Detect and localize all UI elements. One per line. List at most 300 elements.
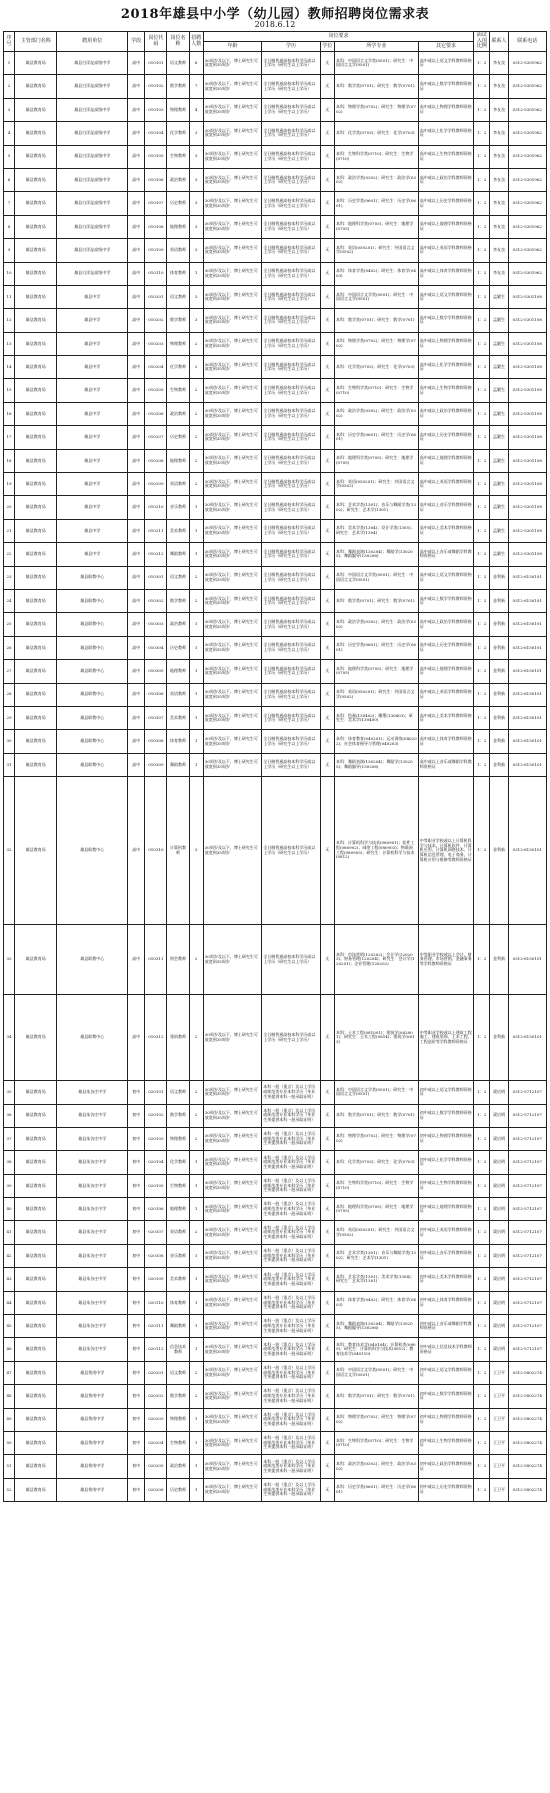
cell-phone: 0312-5301108 <box>508 402 546 425</box>
cell-unit: 雄县白洋淀高级中学 <box>57 122 128 145</box>
cell-major: 本科：政治学类(0302)；研究生：政治学(0302) <box>334 168 418 191</box>
cell-major: 本科：中国语言文学类(0501)；研究生：中国语言文学(0501) <box>334 1081 418 1104</box>
cell-no: 45 <box>4 1315 15 1338</box>
cell-code: 010201 <box>145 285 167 308</box>
cell-count: 1 <box>189 519 203 542</box>
cell-code: 010110 <box>145 262 167 285</box>
cell-dept: 雄县教育局 <box>15 589 57 612</box>
cell-post: 体育教师 <box>167 262 189 285</box>
cell-age: 30周岁及以下，博士研究生可放宽到35周岁 <box>203 496 262 519</box>
cell-ratio: 1：2 <box>474 1081 490 1104</box>
cell-no: 20 <box>4 496 15 519</box>
cell-ratio: 1：2 <box>474 449 490 472</box>
cell-phone: 0312-6150101 <box>508 753 546 776</box>
cell-contact: 梁启明 <box>490 1104 508 1127</box>
cell-code: 010304 <box>145 636 167 659</box>
cell-dept: 雄县教育局 <box>15 75 57 98</box>
table-row <box>4 519 547 542</box>
table-row <box>4 660 547 683</box>
cell-unit: 雄县白洋淀高级中学 <box>57 52 128 75</box>
table-row <box>4 995 547 1081</box>
cell-code: 020202 <box>145 1385 167 1408</box>
cell-unit: 雄县朱各庄中学 <box>57 1315 128 1338</box>
cell-dept: 雄县教育局 <box>15 566 57 589</box>
table-row <box>4 1174 547 1197</box>
cell-unit: 雄县昝岗中学 <box>57 1478 128 1501</box>
cell-phone: 0312-5301962 <box>508 75 546 98</box>
cell-edu: 全日制普通高校本科学历或以上学历（研究生以上学历） <box>262 52 321 75</box>
cell-dept: 雄县教育局 <box>15 683 57 706</box>
table-row <box>4 1431 547 1454</box>
cell-age: 30周岁及以下，博士研究生可放宽到35周岁 <box>203 683 262 706</box>
cell-no: 52 <box>4 1478 15 1501</box>
cell-unit: 雄县昝岗中学 <box>57 1361 128 1384</box>
cell-post: 语文教师 <box>167 52 189 75</box>
cell-edu: 本科一批（重点）及以上学历或师范类专业本科学历（毕业生须提供本科一批录取证明） <box>262 1385 321 1408</box>
cell-age: 30周岁及以下，博士研究生可放宽到35周岁 <box>203 473 262 496</box>
cell-unit: 雄县职教中心 <box>57 613 128 636</box>
cell-code: 010303 <box>145 613 167 636</box>
table-row <box>4 543 547 566</box>
cell-code: 010102 <box>145 75 167 98</box>
cell-count: 2 <box>189 589 203 612</box>
cell-major: 本科：舞蹈表演(130204)；舞蹈学(130205)；舞蹈编导(130206) <box>334 753 418 776</box>
cell-contact: 梁启明 <box>490 1198 508 1221</box>
cell-other: 高中或以上物理学科教师资格证 <box>418 332 474 355</box>
cell-no: 10 <box>4 262 15 285</box>
cell-contact: 王卫平 <box>490 1478 508 1501</box>
cell-post: 历史教师 <box>167 1478 189 1501</box>
cell-code: 020112 <box>145 1338 167 1361</box>
cell-age: 30周岁及以下，博士研究生可放宽到35周岁 <box>203 1361 262 1384</box>
cell-ratio: 1：2 <box>474 168 490 191</box>
cell-ratio: 1：2 <box>474 356 490 379</box>
cell-age: 30周岁及以下，博士研究生可放宽到35周岁 <box>203 1291 262 1314</box>
cell-level: 高中 <box>128 925 145 995</box>
cell-level: 高中 <box>128 753 145 776</box>
cell-contact: 李友良 <box>490 192 508 215</box>
cell-dept: 雄县教育局 <box>15 426 57 449</box>
cell-major: 本科：地理科学类(0705)；研究生：地理学(0705) <box>334 1198 418 1221</box>
cell-dept: 雄县教育局 <box>15 1338 57 1361</box>
table-row <box>4 753 547 776</box>
cell-level: 高中 <box>128 636 145 659</box>
cell-post: 信息技术教师 <box>167 1338 189 1361</box>
cell-code: 020101 <box>145 1081 167 1104</box>
cell-other: 初中或以上物理学科教师资格证 <box>418 1127 474 1150</box>
cell-age: 30周岁及以下，博士研究生可放宽到35周岁 <box>203 543 262 566</box>
cell-count: 1 <box>189 706 203 729</box>
cell-level: 高中 <box>128 543 145 566</box>
cell-phone: 0312-5802274 <box>508 1408 546 1431</box>
cell-age: 30周岁及以下，博士研究生可放宽到35周岁 <box>203 1081 262 1104</box>
cell-contact: 金利新 <box>490 589 508 612</box>
cell-unit: 雄县中学 <box>57 543 128 566</box>
cell-code: 010209 <box>145 473 167 496</box>
table-row <box>4 1291 547 1314</box>
table-row <box>4 285 547 308</box>
cell-ratio: 1：2 <box>474 75 490 98</box>
cell-ratio: 1：2 <box>474 192 490 215</box>
cell-contact: 梁启明 <box>490 1291 508 1314</box>
col-header-phone: 联系电话 <box>508 32 546 52</box>
cell-other: 高中或以上生物学科教师资格证 <box>418 379 474 402</box>
cell-post: 英语教师 <box>167 473 189 496</box>
cell-edu: 全日制普通高校本科学历或以上学历（研究生以上学历） <box>262 98 321 121</box>
cell-post: 财会教师 <box>167 925 189 995</box>
col-header-code: 岗位代码 <box>145 32 167 52</box>
table-row <box>4 1127 547 1150</box>
cell-ratio: 1：2 <box>474 52 490 75</box>
cell-dept: 雄县教育局 <box>15 215 57 238</box>
cell-edu: 全日制普通高校本科学历或以上学历（研究生以上学历） <box>262 995 321 1081</box>
table-row <box>4 192 547 215</box>
cell-level: 初中 <box>128 1221 145 1244</box>
cell-unit: 雄县中学 <box>57 285 128 308</box>
table-row <box>4 52 547 75</box>
cell-count: 2 <box>189 449 203 472</box>
cell-degree: 无 <box>320 1244 334 1267</box>
cell-other: 高中或以上化学学科教师资格证 <box>418 356 474 379</box>
cell-code: 020102 <box>145 1104 167 1127</box>
cell-major: 本科：政治学类(0302)；研究生：政治学(0302) <box>334 402 418 425</box>
cell-unit: 雄县白洋淀高级中学 <box>57 145 128 168</box>
cell-degree: 无 <box>320 145 334 168</box>
cell-code: 010302 <box>145 589 167 612</box>
cell-code: 010301 <box>145 566 167 589</box>
cell-unit: 雄县白洋淀高级中学 <box>57 98 128 121</box>
cell-age: 30周岁及以下，博士研究生可放宽到35周岁 <box>203 1478 262 1501</box>
cell-post: 数学教师 <box>167 589 189 612</box>
cell-dept: 雄县教育局 <box>15 1385 57 1408</box>
cell-ratio: 1：2 <box>474 1221 490 1244</box>
cell-degree: 无 <box>320 168 334 191</box>
cell-edu: 全日制普通高校本科学历或以上学历（研究生以上学历） <box>262 496 321 519</box>
cell-degree: 无 <box>320 239 334 262</box>
cell-no: 28 <box>4 683 15 706</box>
cell-code: 020105 <box>145 1174 167 1197</box>
cell-phone: 0312-5802274 <box>508 1385 546 1408</box>
cell-no: 44 <box>4 1291 15 1314</box>
cell-ratio: 1：2 <box>474 995 490 1081</box>
cell-no: 22 <box>4 543 15 566</box>
cell-degree: 无 <box>320 98 334 121</box>
cell-ratio: 1：2 <box>474 98 490 121</box>
cell-degree: 无 <box>320 1431 334 1454</box>
cell-contact: 王卫平 <box>490 1361 508 1384</box>
cell-contact: 梁启明 <box>490 1315 508 1338</box>
cell-unit: 雄县中学 <box>57 496 128 519</box>
cell-no: 7 <box>4 192 15 215</box>
cell-no: 25 <box>4 613 15 636</box>
cell-ratio: 1：2 <box>474 1244 490 1267</box>
cell-no: 38 <box>4 1151 15 1174</box>
cell-age: 30周岁及以下，博士研究生可放宽到35周岁 <box>203 426 262 449</box>
cell-age: 30周岁及以下，博士研究生可放宽到35周岁 <box>203 168 262 191</box>
cell-age: 30周岁及以下，博士研究生可放宽到35周岁 <box>203 1385 262 1408</box>
cell-post: 数学教师 <box>167 309 189 332</box>
cell-phone: 0312-6150101 <box>508 613 546 636</box>
cell-major: 本科：舞蹈表演(130204)；舞蹈学(130205)；舞蹈编导(130206) <box>334 1315 418 1338</box>
cell-phone: 0312-5301962 <box>508 98 546 121</box>
cell-count: 1 <box>189 543 203 566</box>
cell-other: 初中或以上音乐或舞蹈学科教师资格证 <box>418 1315 474 1338</box>
cell-contact: 梁启明 <box>490 1174 508 1197</box>
cell-degree: 无 <box>320 402 334 425</box>
cell-post: 化学教师 <box>167 1151 189 1174</box>
cell-count: 1 <box>189 753 203 776</box>
cell-phone: 0312-5712107 <box>508 1244 546 1267</box>
cell-major: 本科：生物科学类(0710)；研究生：生物学(0710) <box>334 145 418 168</box>
cell-ratio: 1：2 <box>474 402 490 425</box>
cell-post: 生物教师 <box>167 145 189 168</box>
cell-degree: 无 <box>320 1127 334 1150</box>
cell-code: 020109 <box>145 1268 167 1291</box>
cell-other: 高中或以上政治学科教师资格证 <box>418 613 474 636</box>
cell-phone: 0312-6150101 <box>508 589 546 612</box>
table-row <box>4 168 547 191</box>
cell-post: 物理教师 <box>167 1408 189 1431</box>
cell-no: 8 <box>4 215 15 238</box>
cell-phone: 0312-5712107 <box>508 1151 546 1174</box>
cell-other: 初中或以上音乐学科教师资格证 <box>418 1244 474 1267</box>
cell-no: 2 <box>4 75 15 98</box>
cell-dept: 雄县教育局 <box>15 332 57 355</box>
cell-post: 化学教师 <box>167 122 189 145</box>
table-row <box>4 1104 547 1127</box>
cell-contact: 王卫平 <box>490 1408 508 1431</box>
cell-age: 30周岁及以下，博士研究生可放宽到35周岁 <box>203 660 262 683</box>
cell-dept: 雄县教育局 <box>15 449 57 472</box>
cell-other: 中等职业学校或以上会计、财务管理、市场营销、金融事务等学科教师资格证 <box>418 925 474 995</box>
cell-phone: 0312-5712107 <box>508 1338 546 1361</box>
cell-count: 2 <box>189 995 203 1081</box>
cell-degree: 无 <box>320 995 334 1081</box>
cell-contact: 金利新 <box>490 753 508 776</box>
cell-no: 6 <box>4 168 15 191</box>
cell-level: 高中 <box>128 239 145 262</box>
cell-edu: 全日制普通高校本科学历或以上学历（研究生以上学历） <box>262 473 321 496</box>
cell-major: 本科：体育教育(040201)；运动训练(040202)；社会体育指导与管理(040203) <box>334 730 418 753</box>
cell-ratio: 1：2 <box>474 215 490 238</box>
cell-contact: 孟繁生 <box>490 332 508 355</box>
cell-contact: 孟繁生 <box>490 426 508 449</box>
cell-ratio: 1：2 <box>474 683 490 706</box>
cell-post: 语文教师 <box>167 1081 189 1104</box>
cell-degree: 无 <box>320 1198 334 1221</box>
cell-edu: 本科一批（重点）及以上学历或师范类专业本科学历（毕业生须提供本科一批录取证明） <box>262 1291 321 1314</box>
cell-ratio: 1：2 <box>474 706 490 729</box>
cell-edu: 本科一批（重点）及以上学历或师范类专业本科学历（毕业生须提供本科一批录取证明） <box>262 1174 321 1197</box>
cell-ratio: 1：2 <box>474 309 490 332</box>
cell-age: 30周岁及以下，博士研究生可放宽到35周岁 <box>203 1268 262 1291</box>
cell-contact: 李友良 <box>490 215 508 238</box>
cell-level: 初中 <box>128 1385 145 1408</box>
cell-dept: 雄县教育局 <box>15 52 57 75</box>
col-header-other: 其它要求 <box>418 42 474 52</box>
cell-edu: 全日制普通高校本科学历或以上学历（研究生以上学历） <box>262 925 321 995</box>
cell-contact: 梁启明 <box>490 1081 508 1104</box>
table-row <box>4 589 547 612</box>
cell-degree: 无 <box>320 332 334 355</box>
cell-age: 30周岁及以下，博士研究生可放宽到35周岁 <box>203 1151 262 1174</box>
cell-degree: 无 <box>320 1408 334 1431</box>
cell-count: 1 <box>189 1455 203 1478</box>
cell-code: 020111 <box>145 1315 167 1338</box>
cell-count: 1 <box>189 1291 203 1314</box>
cell-post: 舞蹈教师 <box>167 543 189 566</box>
cell-edu: 全日制普通高校本科学历或以上学历（研究生以上学历） <box>262 122 321 145</box>
cell-unit: 雄县职教中心 <box>57 660 128 683</box>
cell-phone: 0312-5301108 <box>508 309 546 332</box>
cell-code: 010311 <box>145 925 167 995</box>
cell-other: 初中或以上体育学科教师资格证 <box>418 1291 474 1314</box>
cell-age: 30周岁及以下，博士研究生可放宽到35周岁 <box>203 925 262 995</box>
cell-degree: 无 <box>320 75 334 98</box>
cell-unit: 雄县中学 <box>57 379 128 402</box>
cell-phone: 0312-6150101 <box>508 925 546 995</box>
cell-phone: 0312-6150101 <box>508 660 546 683</box>
cell-major: 本科：绘画(130402)；雕塑(130403)；研究生：美术学(130400) <box>334 706 418 729</box>
cell-age: 30周岁及以下，博士研究生可放宽到35周岁 <box>203 777 262 925</box>
cell-no: 5 <box>4 145 15 168</box>
cell-post: 音乐教师 <box>167 1244 189 1267</box>
cell-age: 30周岁及以下，博士研究生可放宽到35周岁 <box>203 239 262 262</box>
cell-phone: 0312-5712107 <box>508 1127 546 1150</box>
cell-degree: 无 <box>320 1338 334 1361</box>
cell-post: 物理教师 <box>167 1127 189 1150</box>
cell-edu: 本科一批（重点）及以上学历或师范类专业本科学历（毕业生须提供本科一批录取证明） <box>262 1268 321 1291</box>
cell-level: 高中 <box>128 309 145 332</box>
cell-count: 3 <box>189 239 203 262</box>
cell-unit: 雄县职教中心 <box>57 636 128 659</box>
cell-unit: 雄县中学 <box>57 402 128 425</box>
cell-other: 高中或以上化学学科教师资格证 <box>418 122 474 145</box>
cell-edu: 全日制普通高校本科学历或以上学历（研究生以上学历） <box>262 730 321 753</box>
cell-contact: 金利新 <box>490 566 508 589</box>
cell-contact: 金利新 <box>490 683 508 706</box>
cell-major: 本科：计算机科学与技术(080901)；软件工程(080902)；网络工程(080903)；物联网工程(080905)；研究生：计算机科学与技术(0812) <box>334 777 418 925</box>
cell-level: 高中 <box>128 449 145 472</box>
cell-other: 高中或以上地理学科教师资格证 <box>418 660 474 683</box>
cell-major: 本科：英语(050201)；研究生：外国语言文学(0502) <box>334 683 418 706</box>
cell-dept: 雄县教育局 <box>15 402 57 425</box>
cell-post: 语文教师 <box>167 1361 189 1384</box>
cell-other: 高中或以上体育学科教师资格证 <box>418 262 474 285</box>
table-row <box>4 449 547 472</box>
cell-no: 1 <box>4 52 15 75</box>
cell-major: 本科：艺术学类(1301)；音乐与舞蹈学类(1302)；研究生：艺术学(1301) <box>334 496 418 519</box>
cell-count: 1 <box>189 1151 203 1174</box>
cell-level: 高中 <box>128 75 145 98</box>
cell-age: 30周岁及以下，博士研究生可放宽到35周岁 <box>203 285 262 308</box>
cell-dept: 雄县教育局 <box>15 239 57 262</box>
cell-unit: 雄县中学 <box>57 356 128 379</box>
cell-no: 12 <box>4 309 15 332</box>
cell-contact: 金利新 <box>490 777 508 925</box>
cell-phone: 0312-5712107 <box>508 1268 546 1291</box>
cell-count: 1 <box>189 1478 203 1501</box>
cell-code: 010106 <box>145 168 167 191</box>
cell-count: 3 <box>189 145 203 168</box>
table-row <box>4 1385 547 1408</box>
cell-ratio: 1：2 <box>474 1455 490 1478</box>
cell-unit: 雄县昝岗中学 <box>57 1455 128 1478</box>
cell-contact: 孟繁生 <box>490 519 508 542</box>
cell-other: 初中或以上语文学科教师资格证 <box>418 1081 474 1104</box>
cell-no: 31 <box>4 753 15 776</box>
cell-code: 020106 <box>145 1198 167 1221</box>
col-header-count: 招聘人数 <box>189 32 203 52</box>
cell-edu: 全日制普通高校本科学历或以上学历（研究生以上学历） <box>262 449 321 472</box>
cell-edu: 全日制普通高校本科学历或以上学历（研究生以上学历） <box>262 75 321 98</box>
cell-phone: 0312-5301962 <box>508 239 546 262</box>
cell-major: 本科：体育学类(0402)；研究生：体育学(0403) <box>334 1291 418 1314</box>
cell-dept: 雄县教育局 <box>15 995 57 1081</box>
cell-level: 初中 <box>128 1174 145 1197</box>
cell-code: 010105 <box>145 145 167 168</box>
cell-other: 初中或以上美术学科教师资格证 <box>418 1268 474 1291</box>
cell-contact: 王卫平 <box>490 1431 508 1454</box>
cell-major: 本科：数学类(0701)；研究生：数学(0701) <box>334 309 418 332</box>
cell-level: 高中 <box>128 168 145 191</box>
cell-age: 30周岁及以下，博士研究生可放宽到35周岁 <box>203 566 262 589</box>
cell-code: 010101 <box>145 52 167 75</box>
cell-ratio: 1：2 <box>474 1291 490 1314</box>
cell-contact: 王卫平 <box>490 1385 508 1408</box>
cell-contact: 金利新 <box>490 730 508 753</box>
cell-other: 初中或以上地理学科教师资格证 <box>418 1198 474 1221</box>
cell-ratio: 1：2 <box>474 1127 490 1150</box>
cell-age: 30周岁及以下，博士研究生可放宽到35周岁 <box>203 402 262 425</box>
cell-contact: 金利新 <box>490 636 508 659</box>
table-row <box>4 636 547 659</box>
cell-contact: 孟繁生 <box>490 543 508 566</box>
cell-unit: 雄县朱各庄中学 <box>57 1127 128 1150</box>
cell-unit: 雄县职教中心 <box>57 706 128 729</box>
cell-edu: 全日制普通高校本科学历或以上学历（研究生以上学历） <box>262 168 321 191</box>
cell-unit: 雄县朱各庄中学 <box>57 1221 128 1244</box>
cell-no: 49 <box>4 1408 15 1431</box>
table-row <box>4 309 547 332</box>
cell-level: 高中 <box>128 122 145 145</box>
cell-no: 43 <box>4 1268 15 1291</box>
cell-other: 初中或以上政治学科教师资格证 <box>418 1455 474 1478</box>
table-header-row-top <box>4 32 547 42</box>
cell-major: 本科：土木工程(081001)；建筑学(082801)；研究生：土木工程(0814)；建筑学(0813) <box>334 995 418 1081</box>
cell-count: 1 <box>189 496 203 519</box>
cell-count: 3 <box>189 122 203 145</box>
cell-no: 40 <box>4 1198 15 1221</box>
cell-post: 政治教师 <box>167 1455 189 1478</box>
cell-phone: 0312-5301962 <box>508 215 546 238</box>
cell-no: 21 <box>4 519 15 542</box>
cell-code: 010104 <box>145 122 167 145</box>
cell-dept: 雄县教育局 <box>15 1104 57 1127</box>
cell-post: 计算机教师 <box>167 777 189 925</box>
cell-other: 高中或以上英语学科教师资格证 <box>418 683 474 706</box>
cell-age: 30周岁及以下，博士研究生可放宽到35周岁 <box>203 262 262 285</box>
cell-count: 2 <box>189 1361 203 1384</box>
cell-degree: 无 <box>320 566 334 589</box>
cell-dept: 雄县教育局 <box>15 168 57 191</box>
cell-level: 初中 <box>128 1431 145 1454</box>
cell-code: 020206 <box>145 1478 167 1501</box>
table-row <box>4 706 547 729</box>
cell-contact: 梁启明 <box>490 1221 508 1244</box>
cell-count: 7 <box>189 75 203 98</box>
cell-age: 30周岁及以下，博士研究生可放宽到35周岁 <box>203 122 262 145</box>
